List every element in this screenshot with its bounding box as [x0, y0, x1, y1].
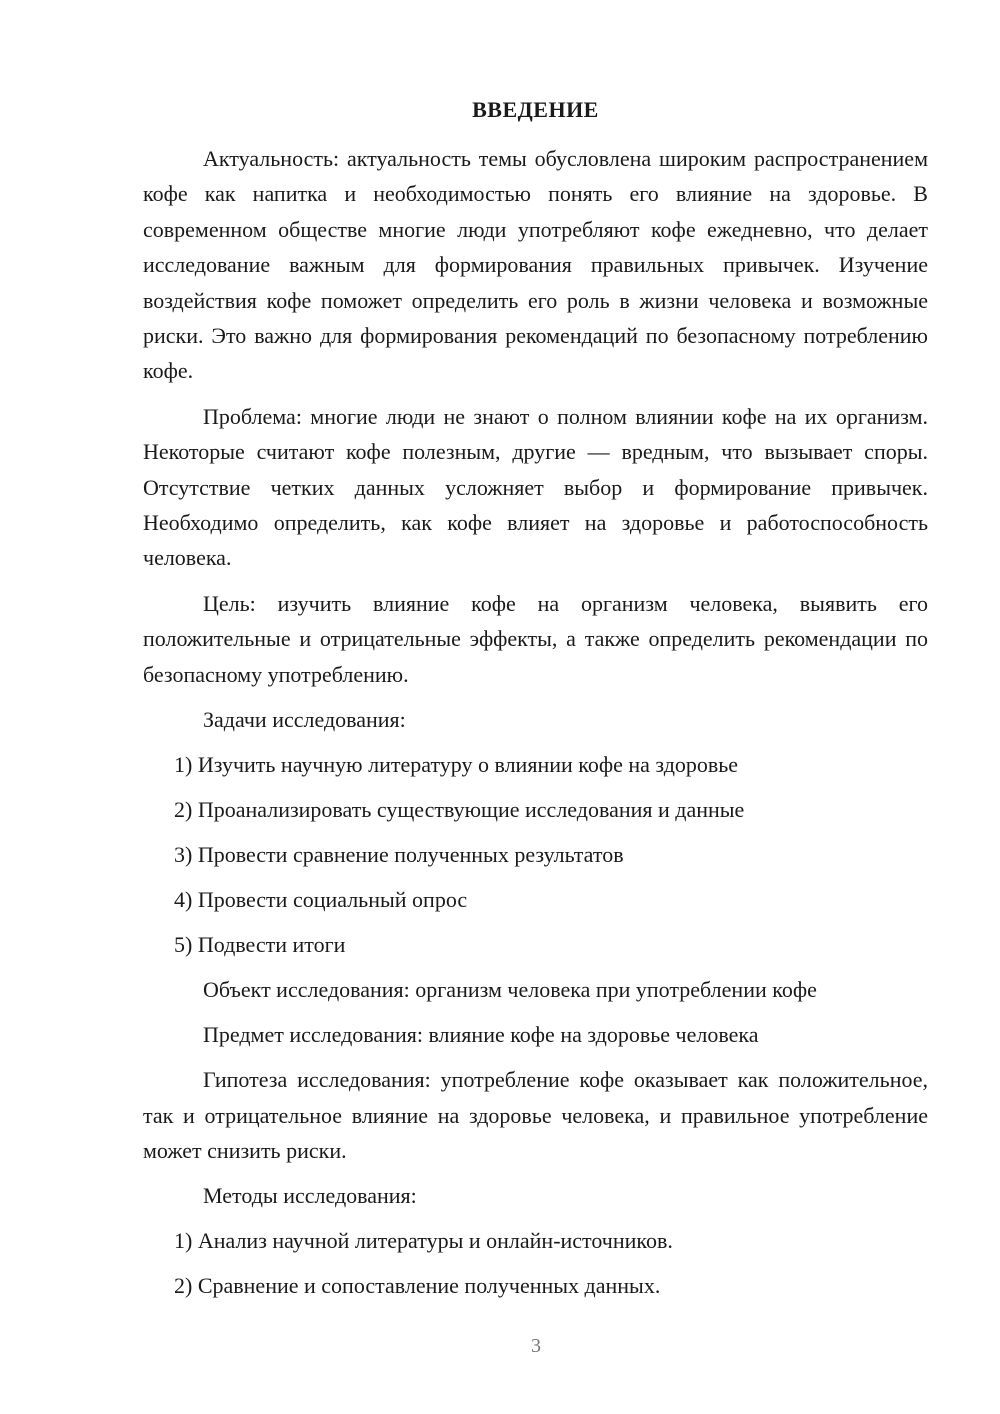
- method-item: 1) Анализ научной литературы и онлайн-источников.: [174, 1228, 673, 1254]
- task-item: 3) Провести сравнение полученных результатов: [174, 842, 624, 868]
- research-subject: Предмет исследования: влияние кофе на здоровье человека: [203, 1022, 759, 1048]
- methods-list: [143, 1223, 928, 1303]
- task-item: 5) Подвести итоги: [174, 932, 346, 958]
- task-item: 4) Провести социальный опрос: [174, 887, 468, 913]
- method-item: 2) Сравнение и сопоставление полученных данных.: [174, 1273, 661, 1299]
- tasks-list: [143, 747, 928, 962]
- page-content: [143, 94, 928, 1313]
- relevance-paragraph: Актуальность: актуальность темы обусловлена широким распространением кофе как напитка и необходимостью понять его влияние на здоровье. В современном обществе многие люди употребляют кофе ежедневно, что делает исследование важным для формирования правильных привычек. Изучение воздействия кофе поможет определить его роль в жизни человека и возможные риски. Это важно для формирования рекомендаций по безопасному потреблению кофе.: [143, 146, 928, 384]
- task-item: 1) Изучить научную литературу о влиянии кофе на здоровье: [174, 752, 739, 778]
- problem-paragraph: Проблема: многие люди не знают о полном влиянии кофе на их организм. Некоторые считают кофе полезным, другие — вредным, что вызывает споры. Отсутствие четких данных усложняет выбор и формирование привычек. Необходимо определить, как кофе влияет на здоровье и работоспособность человека.: [143, 403, 928, 571]
- section-heading: ВВЕДЕНИЕ: [472, 97, 599, 122]
- page-number: 3: [531, 1335, 541, 1357]
- hypothesis-paragraph: Гипотеза исследования: употребление кофе оказывает как положительное, так и отрицательное влияние на здоровье человека, и правильное употребление может снизить риски.: [143, 1067, 928, 1163]
- research-object: Объект исследования: организм человека при употреблении кофе: [203, 977, 817, 1003]
- task-item: 2) Проанализировать существующие исследования и данные: [174, 797, 745, 823]
- goal-paragraph: Цель: изучить влияние кофе на организм человека, выявить его положительные и отрицательные эффекты, а также определить рекомендации по безопасному употреблению.: [143, 590, 928, 687]
- tasks-title: Задачи исследования:: [203, 707, 406, 733]
- methods-title: Методы исследования:: [203, 1183, 417, 1209]
